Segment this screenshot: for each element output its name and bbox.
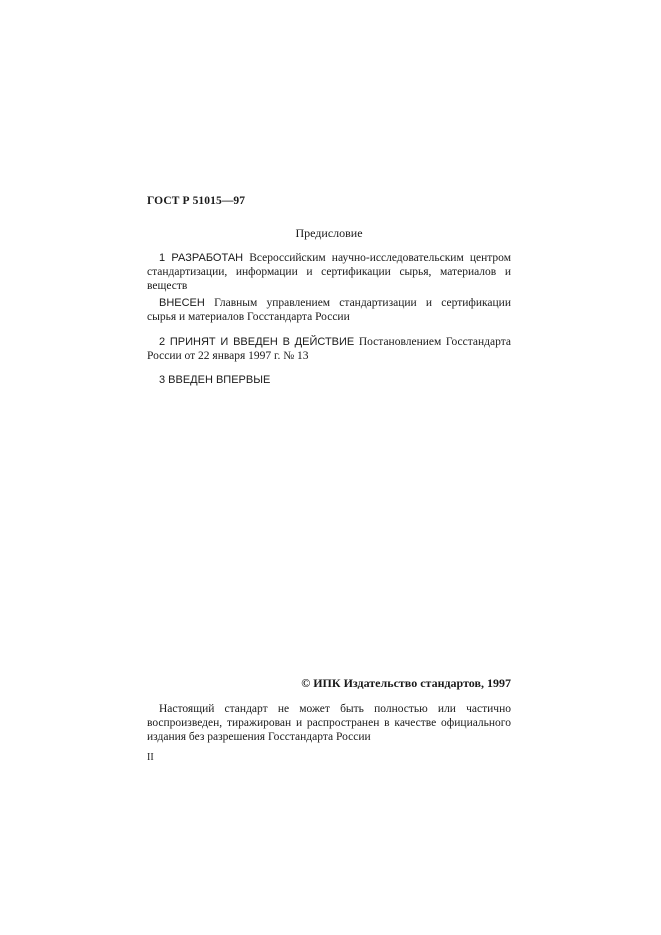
foreword-title: Предисловие bbox=[295, 226, 363, 240]
item-label-introduced: ВНЕСЕН bbox=[159, 297, 205, 309]
foreword-item-developed bbox=[147, 251, 511, 293]
reproduction-notice-text: Настоящий стандарт не может быть полностью или частично воспроизведен, тиражирован и распространен в качестве официального издания без разрешения Госстандарта России bbox=[147, 703, 511, 743]
foreword-item-introduced bbox=[147, 296, 511, 324]
page-number: II bbox=[147, 752, 154, 763]
item-label-adopted: 2 ПРИНЯТ И ВВЕДЕН В ДЕЙСТВИЕ bbox=[159, 336, 355, 348]
item-text-introduced: Главным управлением стандартизации и сертификации сырья и материалов Госстандарта России bbox=[147, 297, 511, 323]
item-label-developed: 1 РАЗРАБОТАН bbox=[159, 252, 244, 264]
reproduction-notice bbox=[147, 702, 511, 744]
item-text-developed: Всероссийским научно-исследовательским центром стандартизации, информации и сертификации сырья, материалов и веществ bbox=[147, 252, 511, 292]
foreword-item-adopted bbox=[147, 335, 511, 363]
item-text-adopted: Постановлением Госстандарта России от 22 января 1997 г. № 13 bbox=[147, 336, 511, 362]
copyright-line: © ИПК Издательство стандартов, 1997 bbox=[301, 676, 511, 690]
item-label-first-introduced: 3 ВВЕДЕН ВПЕРВЫЕ bbox=[159, 374, 271, 386]
foreword-item-first-introduced bbox=[147, 373, 511, 387]
document-code: ГОСТ Р 51015—97 bbox=[147, 195, 246, 207]
